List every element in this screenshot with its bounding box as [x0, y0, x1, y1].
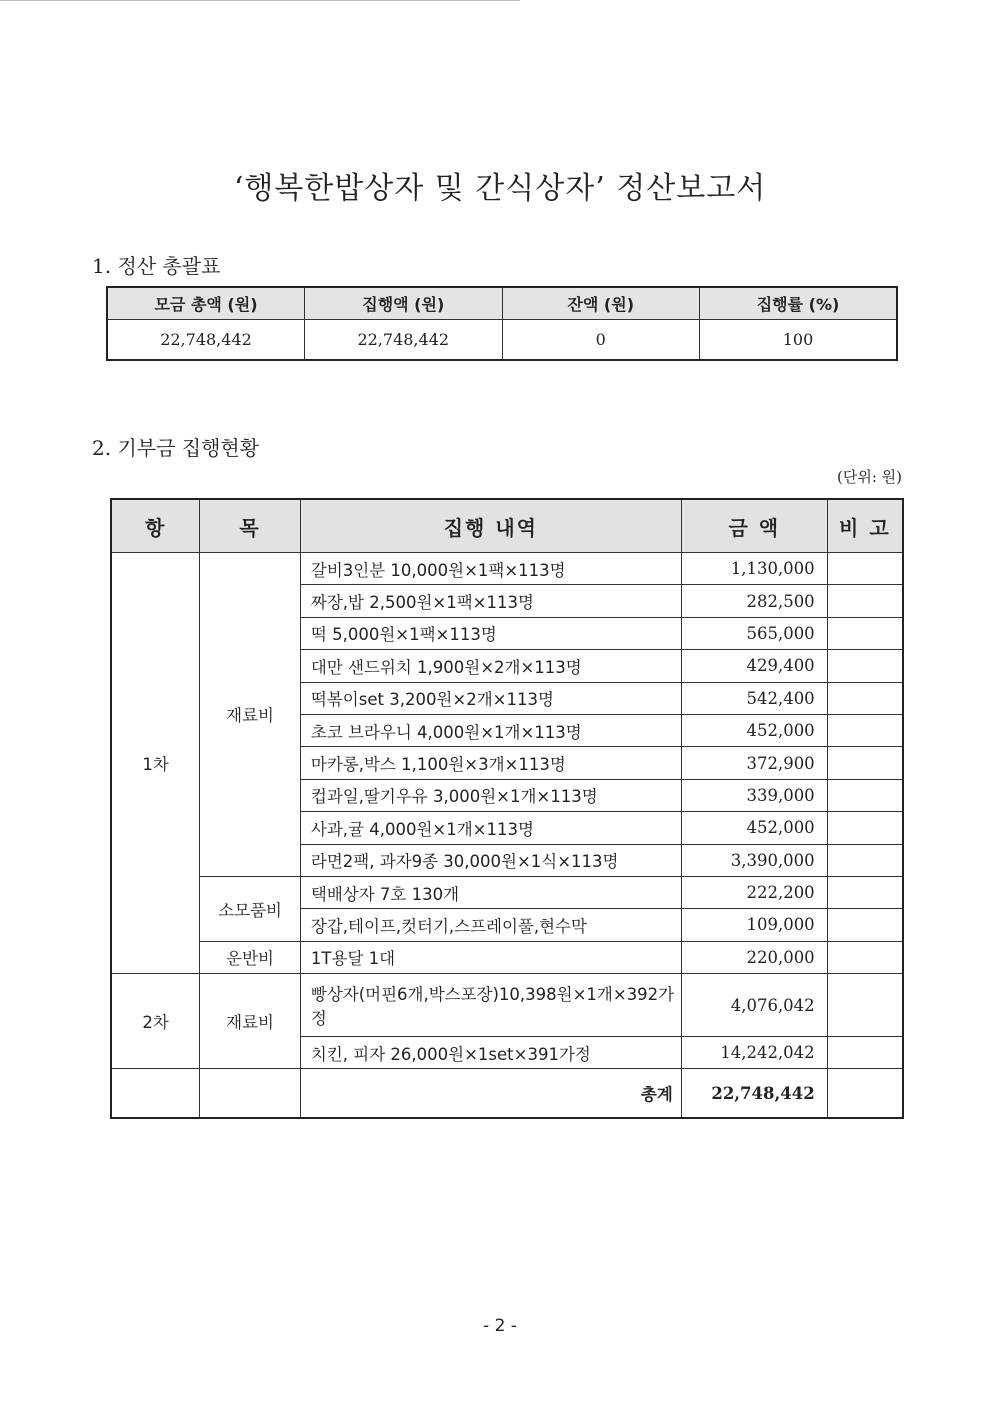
row-amount: 429,400: [681, 650, 827, 682]
row-amount: 222,200: [681, 876, 827, 908]
row-note: [827, 941, 903, 973]
detail-table: [110, 498, 904, 1119]
table-row: [111, 941, 903, 973]
table-row: [111, 974, 903, 1037]
category-label: 소모품비: [200, 876, 301, 941]
row-note: [827, 1037, 903, 1069]
row-amount: 14,242,042: [681, 1037, 827, 1069]
row-amount: 542,400: [681, 682, 827, 714]
table-row: [111, 876, 903, 908]
row-note: [827, 553, 903, 585]
row-amount: 220,000: [681, 941, 827, 973]
category-label: 재료비: [200, 974, 301, 1069]
row-description: 초코 브라우니 4,000원×1개×113명: [300, 714, 681, 746]
row-description: 마카롱,박스 1,100원×3개×113명: [300, 747, 681, 779]
header-amount: 금 액: [681, 499, 827, 553]
group-label: 2차: [111, 974, 200, 1069]
row-description: 사과,귤 4,000원×1개×113명: [300, 812, 681, 844]
value-execution-rate: 100: [700, 320, 898, 361]
header-hang: 항: [111, 499, 200, 553]
header-spent: 집행액 (원): [305, 287, 503, 320]
header-mok: 목: [200, 499, 301, 553]
total-amount: 22,748,442: [681, 1069, 827, 1119]
header-note: 비 고: [827, 499, 903, 553]
row-note: [827, 650, 903, 682]
row-amount: 565,000: [681, 617, 827, 649]
page-number: - 2 -: [483, 1316, 517, 1336]
row-description: 라면2팩, 과자9종 30,000원×1식×113명: [300, 844, 681, 876]
row-description: 떡볶이set 3,200원×2개×113명: [300, 682, 681, 714]
row-description: 대만 샌드위치 1,900원×2개×113명: [300, 650, 681, 682]
total-note: [827, 1069, 903, 1119]
row-description: 떡 5,000원×1팩×113명: [300, 617, 681, 649]
row-note: [827, 974, 903, 1037]
section-2-heading: 2. 기부금 집행현황: [92, 436, 260, 460]
row-amount: 1,130,000: [681, 553, 827, 585]
row-description: 갈비3인분 10,000원×1팩×113명: [300, 553, 681, 585]
header-description: 집행 내역: [300, 499, 681, 553]
page-title: ‘행복한밥상자 및 간식상자’ 정산보고서: [233, 171, 767, 206]
row-description: 빵상자(머핀6개,박스포장)10,398원×1개×392가정: [300, 974, 681, 1037]
value-balance: 0: [502, 320, 700, 361]
detail-header-row: [111, 499, 903, 553]
row-note: [827, 909, 903, 941]
row-note: [827, 812, 903, 844]
row-description: 치킨, 피자 26,000원×1set×391가정: [300, 1037, 681, 1069]
summary-value-row: [107, 320, 897, 361]
header-balance: 잔액 (원): [502, 287, 700, 320]
total-label: 총계: [300, 1069, 681, 1119]
row-note: [827, 617, 903, 649]
total-row: [111, 1069, 903, 1119]
row-note: [827, 747, 903, 779]
total-empty-cell: [200, 1069, 301, 1119]
summary-table: [106, 286, 898, 361]
row-description: 컵과일,딸기우유 3,000원×1개×113명: [300, 779, 681, 811]
category-label: 운반비: [200, 941, 301, 973]
row-description: 1T용달 1대: [300, 941, 681, 973]
row-note: [827, 779, 903, 811]
top-rule: [0, 0, 520, 1]
unit-label: (단위: 원): [837, 468, 902, 486]
value-total-raised: 22,748,442: [107, 320, 305, 361]
row-amount: 109,000: [681, 909, 827, 941]
row-description: 택배상자 7호 130개: [300, 876, 681, 908]
row-amount: 4,076,042: [681, 974, 827, 1037]
value-spent: 22,748,442: [305, 320, 503, 361]
row-amount: 452,000: [681, 812, 827, 844]
row-description: 짜장,밥 2,500원×1팩×113명: [300, 585, 681, 617]
row-amount: 452,000: [681, 714, 827, 746]
table-row: [111, 553, 903, 585]
row-note: [827, 585, 903, 617]
row-amount: 372,900: [681, 747, 827, 779]
row-description: 장갑,테이프,컷터기,스프레이풀,현수막: [300, 909, 681, 941]
total-empty-cell: [111, 1069, 200, 1119]
row-note: [827, 844, 903, 876]
header-execution-rate: 집행률 (%): [700, 287, 898, 320]
group-label: 1차: [111, 553, 200, 974]
row-amount: 3,390,000: [681, 844, 827, 876]
summary-header-row: [107, 287, 897, 320]
header-total-raised: 모금 총액 (원): [107, 287, 305, 320]
row-note: [827, 682, 903, 714]
row-note: [827, 714, 903, 746]
row-note: [827, 876, 903, 908]
row-amount: 282,500: [681, 585, 827, 617]
row-amount: 339,000: [681, 779, 827, 811]
category-label: 재료비: [200, 553, 301, 877]
section-1-heading: 1. 정산 총괄표: [92, 254, 221, 278]
